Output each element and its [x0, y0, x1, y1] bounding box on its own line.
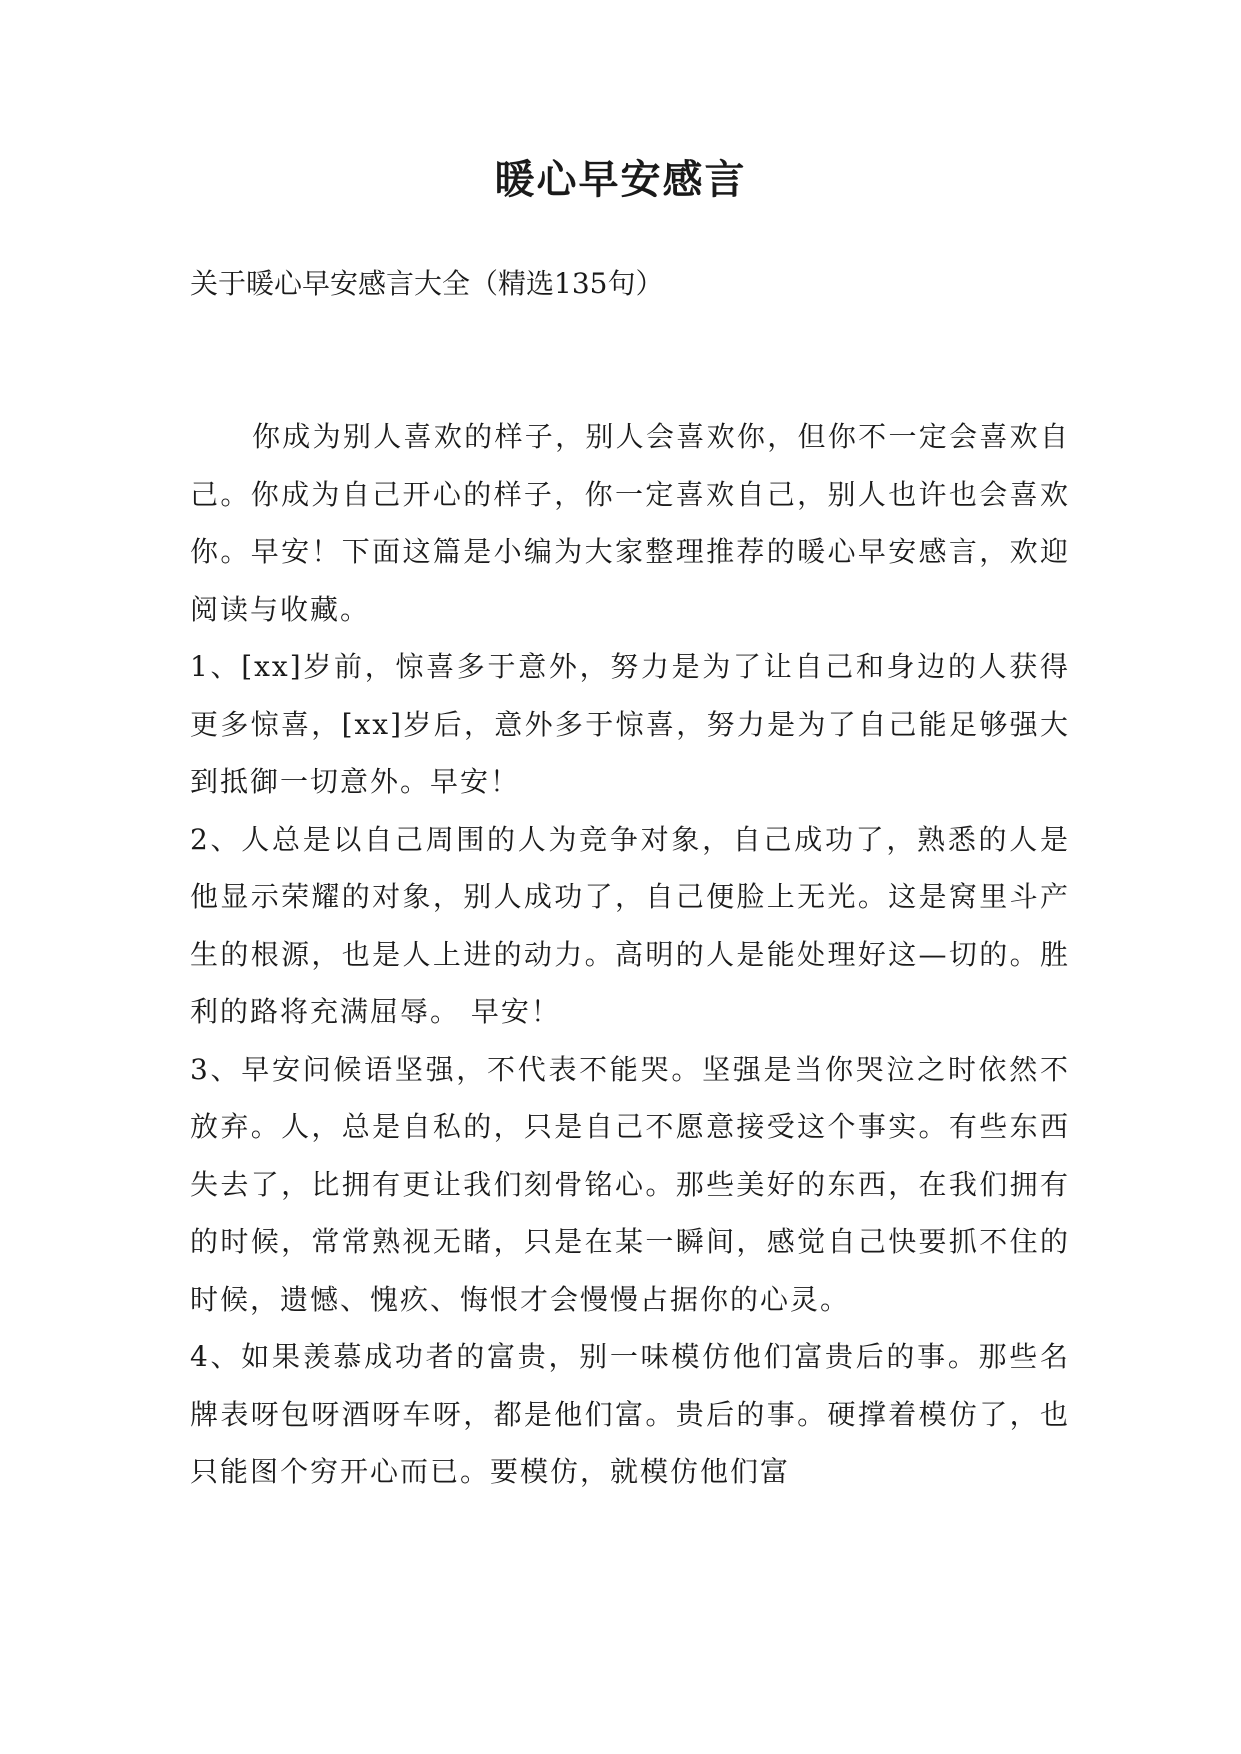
quote-paragraph-3: 3、早安问候语坚强，不代表不能哭。坚强是当你哭泣之时依然不放弃。人，总是自私的，只是自己不愿意接受这个事实。有些东西失去了，比拥有更让我们刻骨铭心。那些美好的东西，在我们拥有的时候，常常熟视无睹，只是在某一瞬间，感觉自己快要抓不住的时候，遗憾、愧疚、悔恨才会慢慢占据你的心灵。 — [190, 1052, 1070, 1316]
document-subtitle: 关于暖心早安感言大全（精选135句） — [190, 267, 664, 300]
document-body — [190, 408, 1070, 1501]
quote-paragraph-1: 1、[xx]岁前，惊喜多于意外，努力是为了让自己和身边的人获得更多惊喜，[xx]岁后，意外多于惊喜，努力是为了自己能足够强大到抵御一切意外。早安！ — [190, 650, 1070, 798]
quote-paragraph-4: 4、如果羡慕成功者的富贵，别一味模仿他们富贵后的事。那些名牌表呀包呀酒呀车呀，都是他们富。贵后的事。硬撑着模仿了，也只能图个穷开心而已。要模仿，就模仿他们富 — [190, 1340, 1070, 1488]
document-title: 暖心早安感言 — [494, 156, 747, 203]
intro-paragraph: 你成为别人喜欢的样子，别人会喜欢你，但你不一定会喜欢自己。你成为自己开心的样子，你一定喜欢自己，别人也许也会喜欢你。早安！下面这篇是小编为大家整理推荐的暖心早安感言，欢迎阅读与收藏。 — [190, 420, 1070, 626]
quote-paragraph-2: 2、人总是以自己周围的人为竞争对象，自己成功了，熟悉的人是他显示荣耀的对象，别人成功了，自己便脸上无光。这是窝里斗产生的根源，也是人上进的动力。高明的人是能处理好这—切的。胜利的路将充满屈辱。 早安！ — [190, 822, 1070, 1028]
